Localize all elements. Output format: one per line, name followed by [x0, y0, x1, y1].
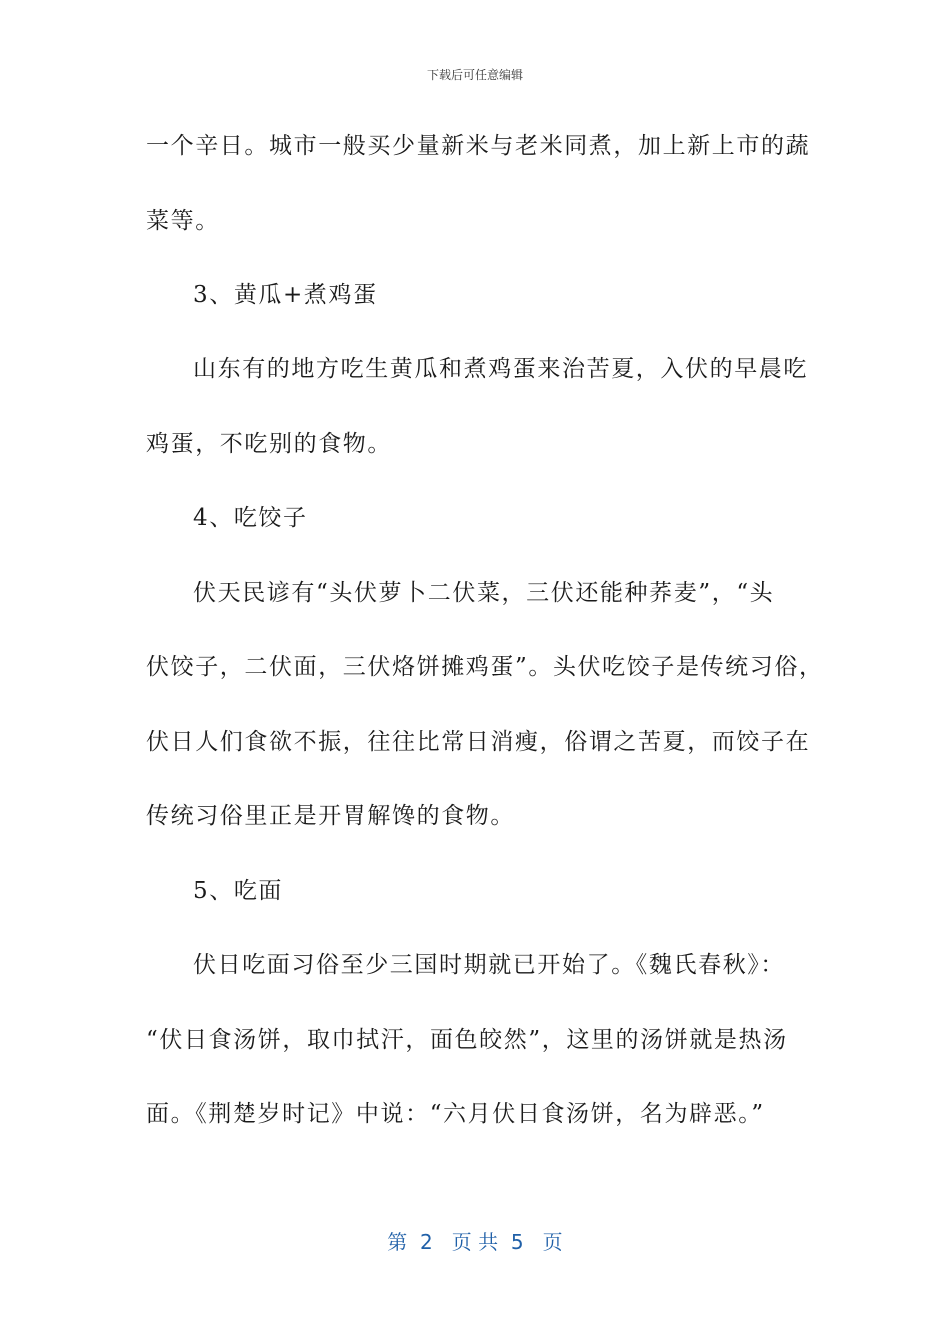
text-line: 伏天民谚有“头伏萝卜二伏菜，三伏还能种荞麦”，“头 — [193, 580, 775, 606]
text-line: 鸡蛋，不吃别的食物。 — [146, 431, 392, 457]
text-line: 伏饺子，二伏面，三伏烙饼摊鸡蛋”。头伏吃饺子是传统习俗， — [146, 654, 824, 680]
text-line: 伏日吃面习俗至少三国时期就已开始了。《魏氏春秋》： — [193, 952, 785, 978]
section-heading: 4、吃饺子 — [193, 505, 308, 531]
text-line: 菜等。 — [146, 208, 220, 234]
section-heading: 3、黄瓜+煮鸡蛋 — [193, 282, 378, 308]
text-line: 山东有的地方吃生黄瓜和煮鸡蛋来治苦夏，入伏的早晨吃 — [193, 356, 808, 382]
section-heading: 5、吃面 — [193, 878, 284, 904]
text-line: 伏日人们食欲不振，往往比常日消瘦，俗谓之苦夏，而饺子在 — [146, 729, 811, 755]
text-line: 面。《荆楚岁时记》中说：“六月伏日食汤饼，名为辟恶。” — [146, 1101, 765, 1127]
page-number-footer: 第 2 页 共 5 页 — [387, 1230, 563, 1254]
text-line: 传统习俗里正是开胃解馋的食物。 — [146, 803, 515, 829]
text-line: “伏日食汤饼，取巾拭汗，面色皎然”，这里的汤饼就是热汤 — [146, 1027, 788, 1053]
text-line: 一个辛日。城市一般买少量新米与老米同煮，加上新上市的蔬 — [146, 133, 811, 159]
header-note: 下载后可任意编辑 — [426, 68, 523, 82]
